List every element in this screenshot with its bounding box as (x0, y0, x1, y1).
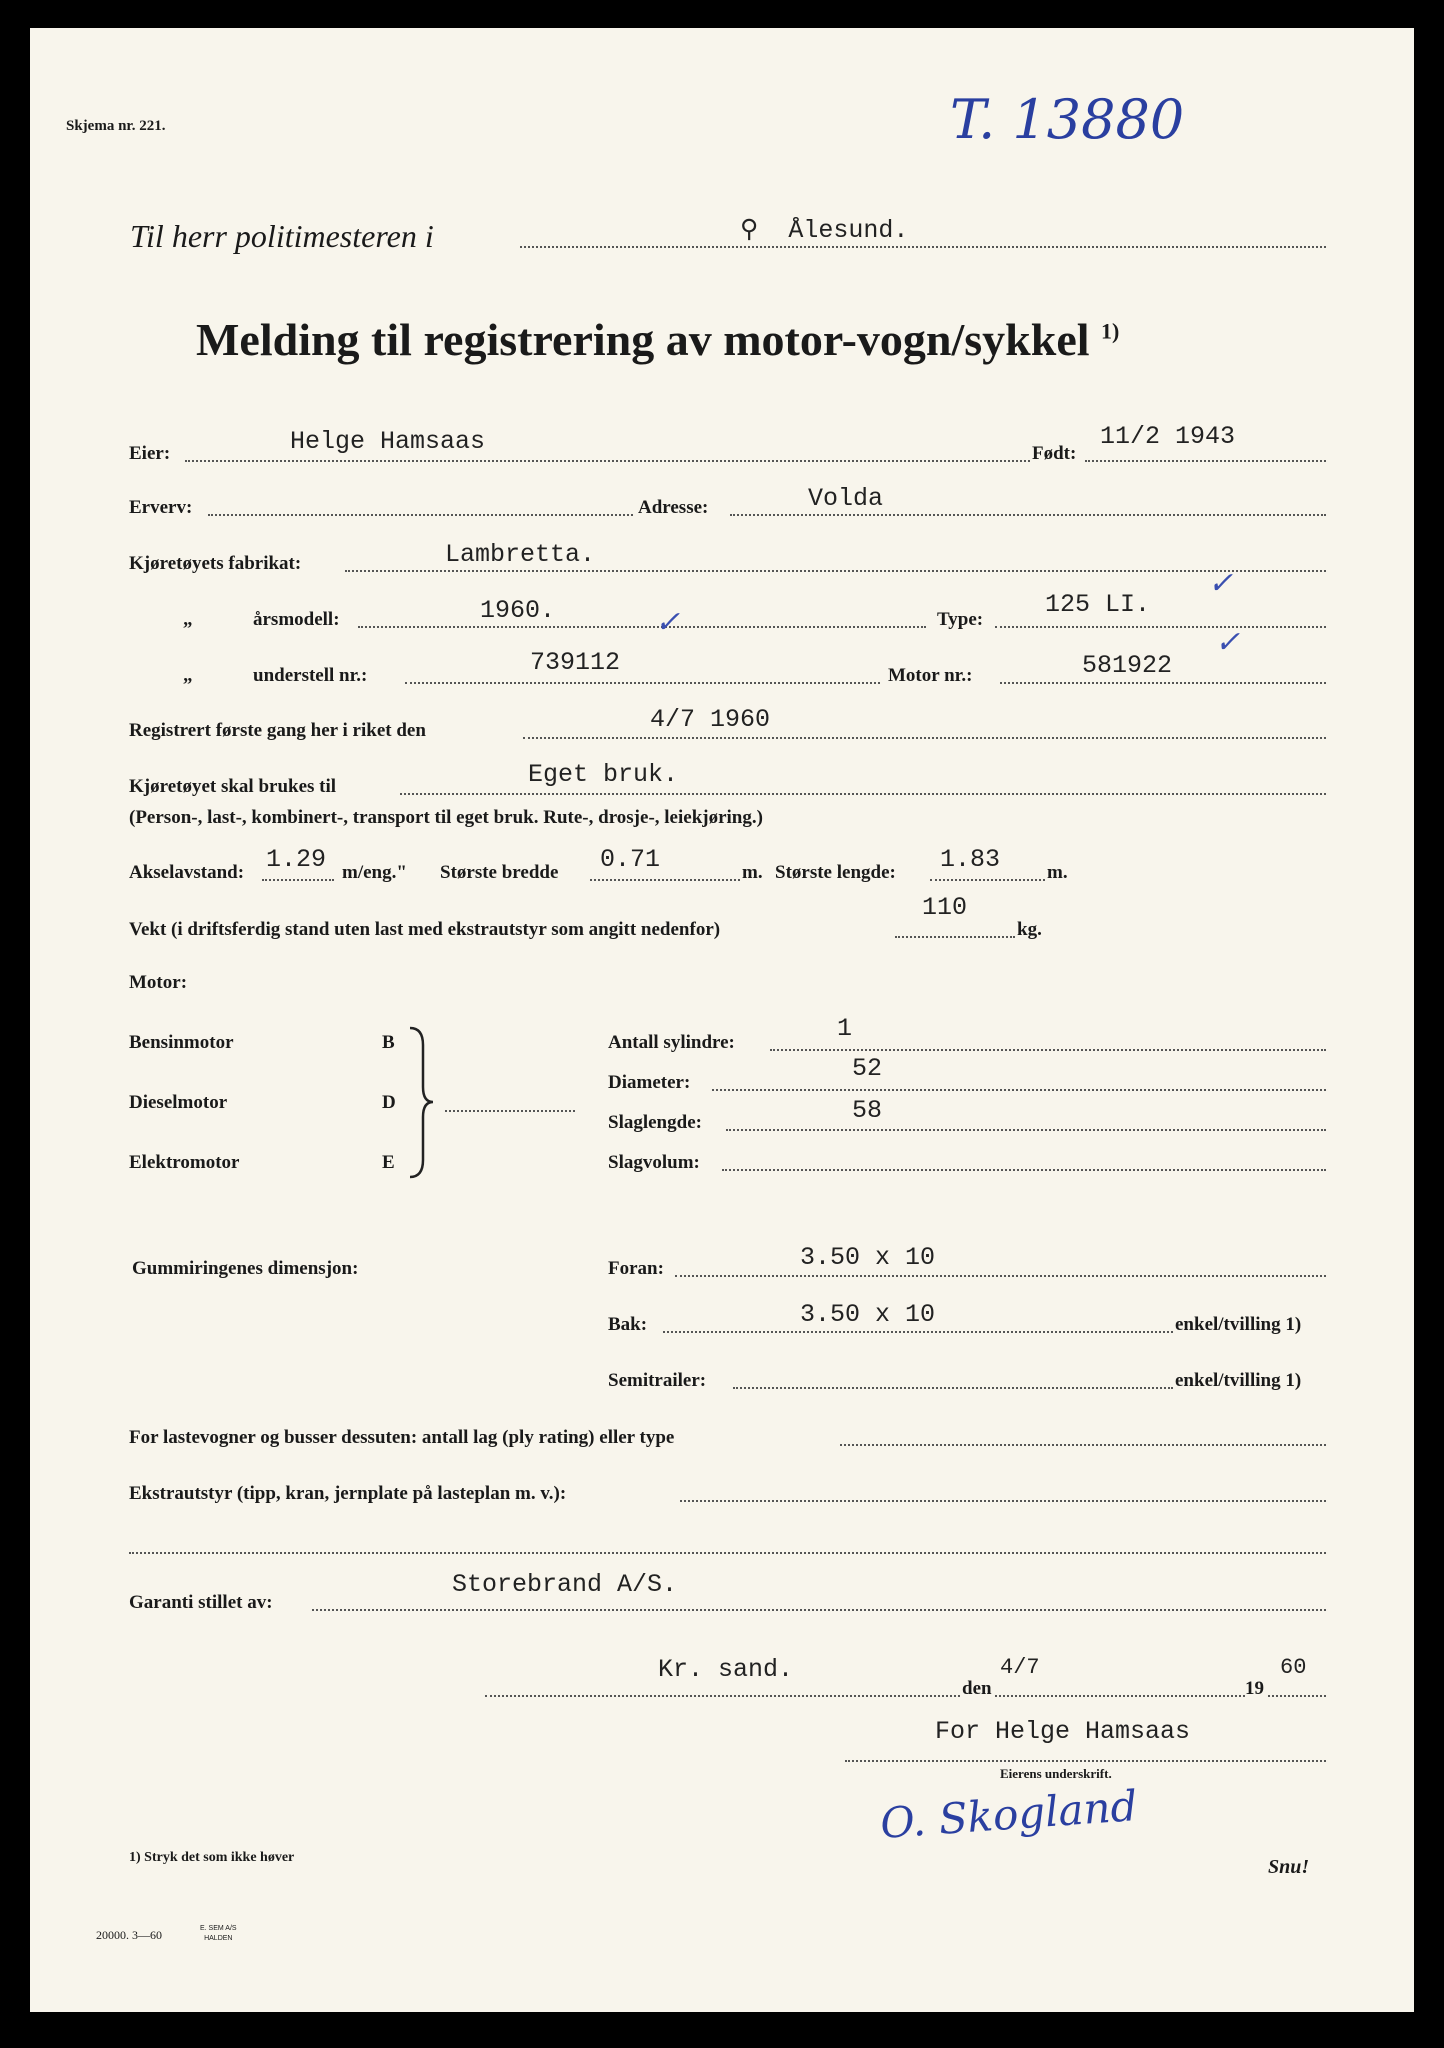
type-line (995, 626, 1326, 628)
bredde-line (590, 879, 740, 881)
page-title (196, 313, 1119, 366)
slagvolum-label: Slagvolum: (608, 1152, 700, 1173)
erverv-line (208, 514, 633, 516)
vekt-line (895, 936, 1015, 938)
eier-value: Helge Hamsaas (290, 427, 486, 456)
arsmodell-line (358, 626, 926, 628)
signature-label: Eierens underskrift. (1000, 1766, 1112, 1781)
bredde-label: Største bredde (440, 862, 559, 883)
bak-label: Bak: (608, 1314, 648, 1335)
bruk-note: (Person-, last-, kombinert-, transport til eget bruk. Rute-, drosje-, leiekjøring.) (129, 807, 763, 828)
bruk-label: Kjøretøyet skal brukes til (129, 776, 337, 797)
fodt-line (1085, 460, 1326, 462)
slaglengde-line (726, 1129, 1326, 1131)
bak-value: 3.50 x 10 (800, 1300, 936, 1329)
foran-line (675, 1275, 1326, 1277)
understell-value: 739112 (530, 648, 621, 677)
printer-name (200, 1924, 237, 1944)
signature-line (845, 1760, 1326, 1762)
diameter-line (712, 1089, 1326, 1091)
addressee-label: Til herr politimesteren i (130, 218, 434, 254)
slaglengde-value: 58 (852, 1096, 883, 1125)
enkel-tvilling-label-2: enkel/tvilling 1) (1175, 1370, 1302, 1391)
type-label: Type: (937, 609, 984, 630)
title-note: 1) (1101, 318, 1120, 344)
ekstrautstyr-line-2 (129, 1552, 1326, 1554)
motor-nr-label: Motor nr.: (888, 665, 973, 686)
lengde-unit: m. (1047, 862, 1068, 883)
slagvolum-line (722, 1169, 1326, 1171)
adresse-line (730, 514, 1326, 516)
signature: O. Skogland (878, 1781, 1139, 1848)
ekstrautstyr-label: Ekstrautstyr (tipp, kran, jernplate på lasteplan m. v.): (129, 1483, 567, 1504)
print-run: 20000. 3—60 (96, 1928, 162, 1942)
fabrikat-line (345, 570, 1326, 572)
garanti-label: Garanti stillet av: (129, 1592, 273, 1613)
ditto-mark: „ (183, 609, 193, 630)
lengde-value: 1.83 (940, 845, 1001, 874)
arsmodell-value: 1960. (480, 596, 556, 625)
slaglengde-label: Slaglengde: (608, 1112, 702, 1133)
enkel-tvilling-label: enkel/tvilling 1) (1175, 1314, 1302, 1335)
eier-label: Eier: (129, 443, 171, 464)
motor-nr-value: 581922 (1082, 651, 1173, 680)
form-number: Skjema nr. 221. (66, 118, 166, 134)
checkmark-icon: ✓ (1215, 625, 1241, 660)
printer-city: HALDEN (204, 1935, 233, 1942)
footnote: 1) Stryk det som ikke høver (129, 1850, 295, 1865)
elektromotor-code: E (382, 1152, 395, 1173)
bredde-value: 0.71 (600, 845, 661, 874)
registrert-line (523, 737, 1326, 739)
lengde-label: Største lengde: (775, 862, 896, 883)
understell-label: understell nr.: (253, 665, 368, 686)
akselavstand-label: Akselavstand: (129, 862, 245, 883)
title-text: Melding til registrering av motor-vogn/sykkel (196, 314, 1090, 365)
checkmark-icon: ✓ (1208, 566, 1234, 601)
type-value: 125 LI. (1045, 590, 1151, 619)
motor-nr-line (1000, 682, 1326, 684)
bruk-line (400, 793, 1326, 795)
year-prefix: 19 (1245, 1678, 1264, 1699)
den-label: den (962, 1678, 992, 1699)
lastevogner-label: For lastevogner og busser dessuten: antall lag (ply rating) eller type (129, 1427, 675, 1448)
lastevogner-line (840, 1444, 1326, 1446)
bredde-unit: m. (742, 862, 763, 883)
mark-icon: ⚲ (740, 216, 759, 245)
semitrailer-line (733, 1387, 1173, 1389)
foran-label: Foran: (608, 1258, 664, 1279)
motor-label: Motor: (129, 972, 188, 993)
registrert-label: Registrert første gang her i riket den (129, 720, 426, 741)
arsmodell-label: årsmodell: (253, 609, 340, 630)
handwritten-reference: T. 13880 (950, 88, 1185, 151)
dieselmotor-label: Dieselmotor (129, 1092, 228, 1113)
checkmark-icon: ✓ (655, 605, 681, 640)
vekt-value: 110 (922, 893, 968, 922)
motor-line (445, 1110, 575, 1112)
bak-line (663, 1331, 1173, 1333)
fabrikat-label: Kjøretøyets fabrikat: (129, 553, 302, 574)
snu-label: Snu! (1268, 1856, 1310, 1878)
place-value: Kr. sand. (658, 1655, 794, 1684)
brace-icon (405, 1025, 435, 1180)
date-value: 4/7 (1000, 1655, 1040, 1680)
semitrailer-label: Semitrailer: (608, 1370, 707, 1391)
bensinmotor-label: Bensinmotor (129, 1032, 234, 1053)
sylindre-value: 1 (837, 1014, 853, 1043)
ekstrautstyr-line (680, 1500, 1326, 1502)
addressee-value (740, 214, 908, 245)
signed-for: For Helge Hamsaas (935, 1717, 1191, 1746)
diameter-label: Diameter: (608, 1072, 691, 1093)
understell-line (405, 682, 880, 684)
dieselmotor-code: D (382, 1092, 396, 1113)
vekt-label: Vekt (i driftsferdig stand uten last med ekstrautstyr som angitt nedenfor) (129, 919, 721, 940)
garanti-line (312, 1609, 1326, 1611)
fodt-label: Født: (1032, 443, 1077, 464)
elektromotor-label: Elektromotor (129, 1152, 240, 1173)
date-line (995, 1695, 1245, 1697)
erverv-label: Erverv: (129, 497, 193, 518)
printer-name-text: E. SEM A/S (200, 1925, 237, 1932)
akselavstand-value: 1.29 (266, 845, 327, 874)
fodt-value: 11/2 1943 (1100, 422, 1236, 451)
bruk-value: Eget bruk. (528, 760, 679, 789)
vekt-unit: kg. (1017, 919, 1042, 940)
sylindre-label: Antall sylindre: (608, 1032, 735, 1053)
fabrikat-value: Lambretta. (445, 540, 596, 569)
garanti-value: Storebrand A/S. (452, 1570, 678, 1599)
registrert-value: 4/7 1960 (650, 705, 771, 734)
eier-line (185, 460, 1030, 462)
year-value: 60 (1280, 1655, 1307, 1680)
sylindre-line (770, 1049, 1326, 1051)
year-line (1268, 1695, 1326, 1697)
ditto-mark: „ (183, 665, 193, 686)
foran-value: 3.50 x 10 (800, 1243, 936, 1272)
akselavstand-line (262, 879, 334, 881)
diameter-value: 52 (852, 1054, 883, 1083)
bensinmotor-code: B (382, 1032, 395, 1053)
akselavstand-unit: m/eng." (342, 862, 407, 883)
adresse-label: Adresse: (638, 497, 709, 518)
adresse-value: Volda (808, 484, 884, 513)
lengde-line (930, 879, 1045, 881)
addressee-text: Ålesund. (788, 216, 909, 245)
addressee-line (520, 246, 1326, 248)
place-line (485, 1695, 960, 1697)
tyres-label: Gummiringenes dimensjon: (132, 1258, 359, 1279)
